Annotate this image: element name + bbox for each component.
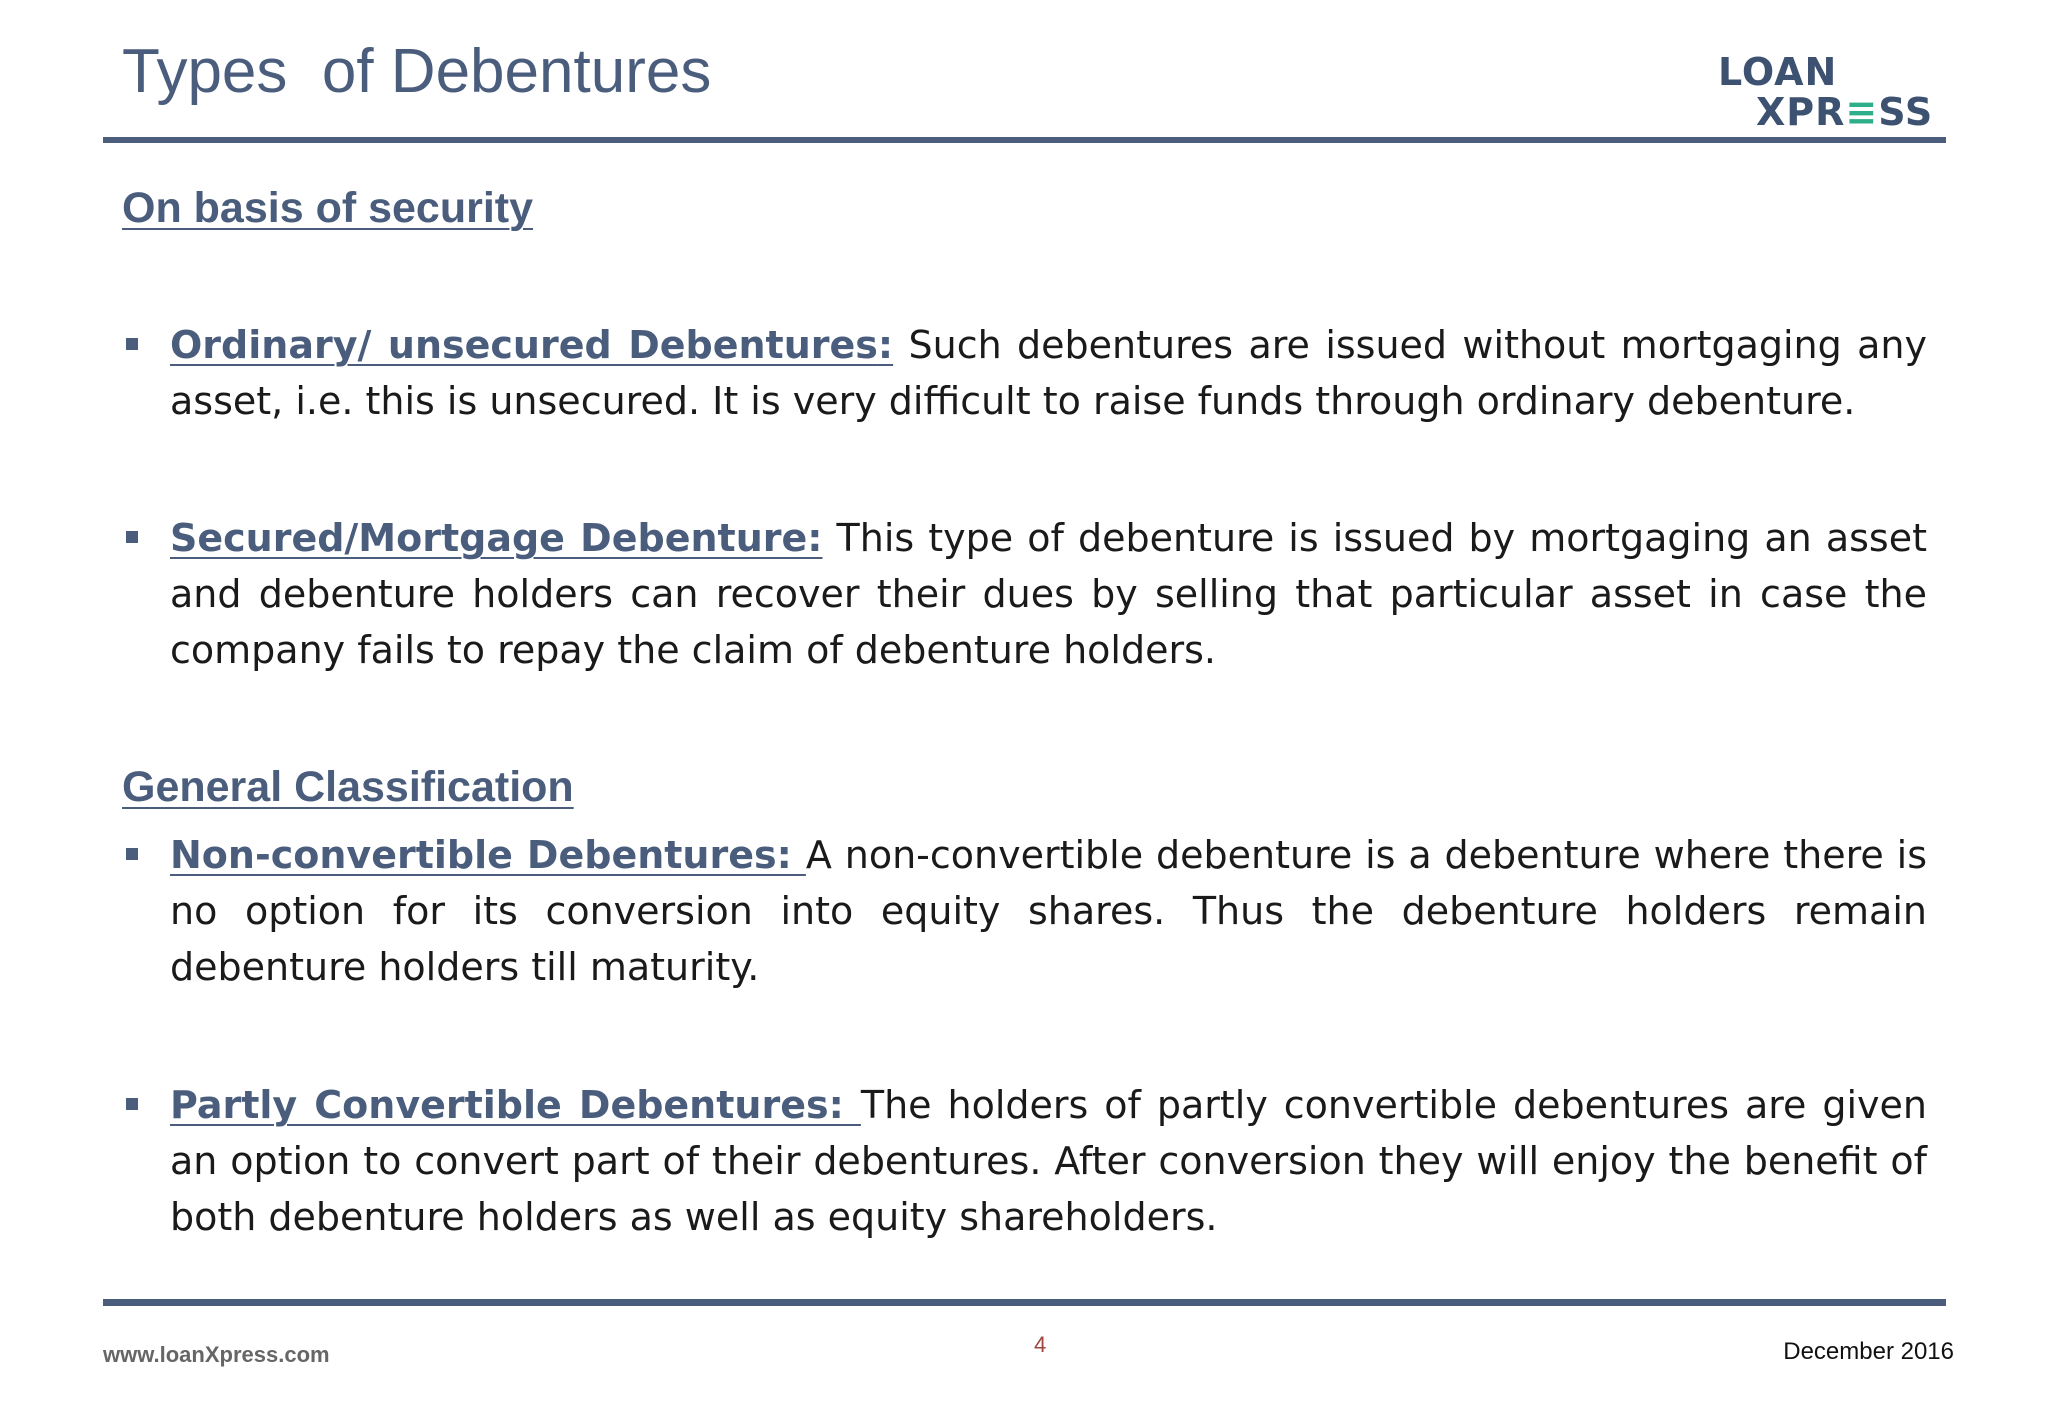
page-number: 4 <box>1034 1332 1047 1357</box>
bullet-icon <box>126 848 138 860</box>
item-text: A non-convertible debenture is a debenture where there is no option for its conversion into equity shares. Thus the debenture holders remain debenture holders till maturity. <box>170 833 1927 989</box>
item-term: Non-convertible Debentures: <box>170 833 806 877</box>
slide-title: Types of Debentures <box>122 37 712 106</box>
loanxpress-logo <box>1718 50 1944 136</box>
list-item-non-convertible <box>170 827 1927 995</box>
item-term: Partly Convertible Debentures: <box>170 1083 861 1127</box>
section-heading-general: General Classification <box>122 763 574 811</box>
list-item-secured <box>170 510 1927 678</box>
item-term: Ordinary/ unsecured Debentures <box>170 323 878 367</box>
logo-line-1: LOAN <box>1718 50 1838 94</box>
bullet-icon <box>126 338 138 350</box>
item-term: Secured/Mortgage Debenture: <box>170 516 823 560</box>
footer-website: www.loanXpress.com <box>103 1342 330 1367</box>
item-text: Such debentures are issued without mortgaging any asset, i.e. this is unsecured. It is very difficult to raise funds through ordinary debenture. <box>170 323 1927 423</box>
footer-divider <box>103 1299 1946 1306</box>
header-divider <box>103 137 1946 143</box>
bullet-icon <box>126 1098 138 1110</box>
logo-line-2: XPR≡SS <box>1756 90 1934 134</box>
item-term-sep: : <box>877 323 894 367</box>
bullet-icon <box>126 531 138 543</box>
item-text: The holders of partly convertible debentures are given an option to convert part of their debentures. After conversion they will enjoy the benefit of both debenture holders as well as equity shareholders. <box>170 1083 1927 1239</box>
item-text: This type of debenture is issued by mortgaging an asset and debenture holders can recover their dues by selling that particular asset in case the company fails to repay the claim of debenture holders. <box>170 516 1928 672</box>
section-heading-security: On basis of security <box>122 184 534 232</box>
list-item-ordinary <box>170 317 1927 429</box>
footer-date: December 2016 <box>1783 1338 1954 1365</box>
list-item-partly-convertible <box>170 1077 1927 1245</box>
